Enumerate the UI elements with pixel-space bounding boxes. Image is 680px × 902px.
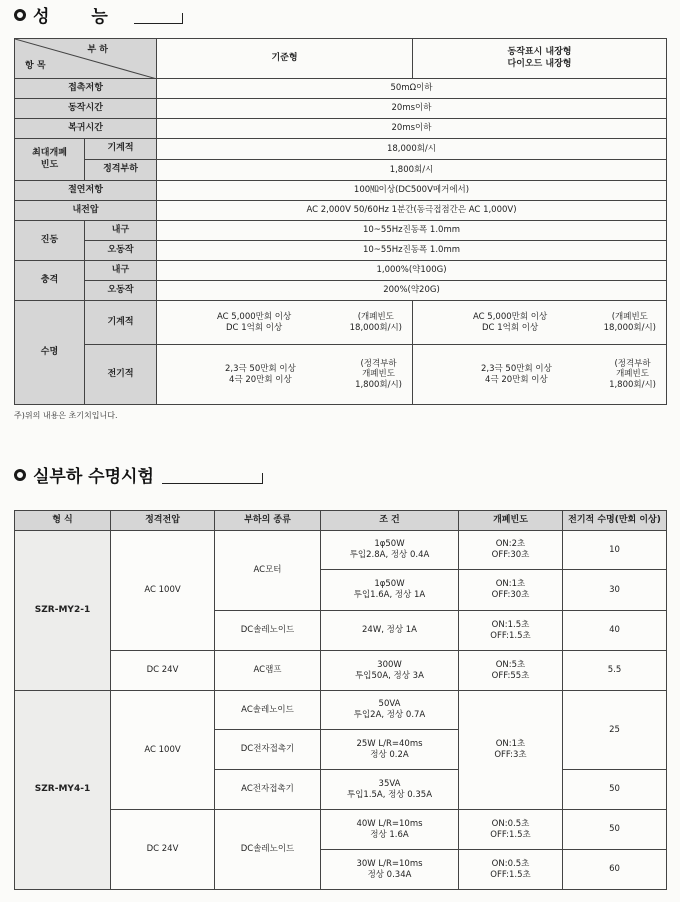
freq-cell: [459, 810, 563, 850]
condition-cell: [321, 810, 459, 850]
bullet-circle-icon: [14, 469, 26, 481]
freq-cell: [459, 691, 563, 810]
col-header-model: 형 식: [15, 511, 111, 531]
value-shock-malfunction: 200%(약20G): [157, 281, 667, 301]
load-cell: DC전자접촉기: [215, 730, 321, 770]
title-rule: [134, 13, 183, 24]
elec-right-1: (정격부하: [614, 358, 651, 369]
cond-line2: 투입50A, 정상 3A: [355, 670, 424, 681]
elec-right-1: (정격부하: [360, 358, 397, 369]
condition-cell: [321, 850, 459, 890]
freq-cell: [459, 651, 563, 691]
header-item-label: 항 목: [25, 60, 46, 71]
cond-line2: 정상 1.6A: [370, 829, 409, 840]
sublabel-life-mechanical: 기계적: [85, 301, 157, 345]
section-title-performance: [14, 2, 183, 27]
elec-right-3: 1,800회/시): [355, 379, 402, 390]
row-label-shock: 충격: [15, 261, 85, 301]
freq-cell: [459, 850, 563, 890]
load-cell: AC램프: [215, 651, 321, 691]
row-label-max-frequency: [15, 139, 85, 181]
value-life-mechanical-builtin: [413, 301, 667, 345]
cond-line2: 정상 0.2A: [370, 749, 409, 760]
row-label-life: 수명: [15, 301, 85, 405]
value-max-freq-mechanical: 18,000회/시: [157, 139, 667, 160]
freq-line1: ON:1초: [495, 579, 526, 590]
header-builtin-type: [413, 39, 667, 79]
cond-line1: 30W L/R=10ms: [356, 858, 423, 869]
value-shock-durability: 1,000%(약100G): [157, 261, 667, 281]
mech-right-1: (개폐빈도: [357, 311, 394, 322]
freq-line1: ON:2초: [495, 539, 526, 550]
load-cell: DC솔레노이드: [215, 810, 321, 890]
section-title-text: 성 능: [33, 7, 126, 27]
life-cell: 30: [563, 570, 667, 611]
sublabel-vibration-malfunction: 오동작: [85, 241, 157, 261]
value-life-electrical-builtin: [413, 345, 667, 405]
value-vibration-malfunction: 10~55Hz진동폭 1.0mm: [157, 241, 667, 261]
value-life-mechanical-standard: [157, 301, 413, 345]
voltage-cell: AC 100V: [111, 531, 215, 651]
mech-right-2: 18,000회/시): [349, 322, 402, 333]
value-withstand-voltage: AC 2,000V 50/60Hz 1분간(동극접점간은 AC 1,000V): [157, 201, 667, 221]
freq-line2: OFF:30초: [491, 550, 530, 560]
elec-left-2: 4극 20만회 이상: [229, 374, 292, 385]
sublabel-mechanical: 기계적: [85, 139, 157, 160]
table-row: [15, 651, 667, 691]
header-load-label: 부 하: [87, 45, 108, 55]
value-max-freq-rated: 1,800회/시: [157, 160, 667, 181]
freq-line1: ON:0.5초: [491, 858, 530, 869]
load-cell: AC모터: [215, 531, 321, 611]
cond-line1: 35VA: [378, 778, 401, 789]
cond-line2: 투입2A, 정상 0.7A: [353, 710, 426, 720]
footnote: 주)위의 내용은 초기치입니다.: [14, 411, 118, 420]
col-header-electrical-life: 전기적 수명(만회 이상): [563, 511, 667, 531]
voltage-cell: DC 24V: [111, 810, 215, 890]
value-insulation: 100㏁이상(DC500V메거에서): [157, 181, 667, 201]
freq-line2: OFF:1.5초: [490, 630, 531, 641]
freq-line1: ON:1초: [495, 739, 526, 750]
life-cell: 5.5: [563, 651, 667, 691]
cond-line2: 투입2.8A, 정상 0.4A: [349, 550, 430, 560]
life-cell: 50: [563, 810, 667, 850]
cond-line1: 1φ50W: [374, 539, 405, 550]
section-title-text: 실부하 수명시험: [33, 467, 154, 487]
table-row: [15, 810, 667, 850]
sublabel-life-electrical: 전기적: [85, 345, 157, 405]
elec-left-2: 4극 20만회 이상: [485, 374, 548, 385]
freq-line2: OFF:30초: [491, 590, 530, 600]
life-cell: 40: [563, 611, 667, 651]
row-label-contact-resistance: 접촉저항: [15, 79, 157, 99]
row-label-vibration: 진동: [15, 221, 85, 261]
col-header-condition: 조 건: [321, 511, 459, 531]
header-corner-cell: [15, 39, 157, 79]
model-cell: SZR-MY2-1: [15, 531, 111, 691]
freq-line2: OFF:1.5초: [490, 829, 531, 840]
max-freq-line1: 최대개폐: [32, 148, 67, 159]
freq-line1: ON:5초: [495, 659, 526, 670]
table-row: [15, 531, 667, 570]
cond-line2: 투입1.5A, 정상 0.35A: [346, 789, 433, 800]
row-label-operate-time: 동작시간: [15, 99, 157, 119]
value-contact-resistance: 50mΩ이하: [157, 79, 667, 99]
freq-cell: [459, 611, 563, 651]
value-operate-time: 20ms이하: [157, 99, 667, 119]
mech-left-1: AC 5,000만회 이상: [217, 311, 292, 322]
mech-right-2: 18,000회/시): [603, 322, 656, 333]
diagonal-line: [15, 39, 157, 79]
voltage-cell: AC 100V: [111, 691, 215, 810]
mech-left-1: AC 5,000만회 이상: [473, 311, 548, 322]
table-row: [15, 691, 667, 730]
load-cell: DC솔레노이드: [215, 611, 321, 651]
life-cell: 10: [563, 531, 667, 570]
freq-line1: ON:1.5초: [491, 619, 530, 630]
cond-line1: 1φ50W: [374, 579, 405, 590]
sublabel-rated-load: 정격부하: [85, 160, 157, 181]
section-title-load-life-test: [14, 462, 263, 487]
condition-cell: [321, 691, 459, 730]
cond-line2: 정상 0.34A: [367, 869, 412, 880]
condition-cell: [321, 651, 459, 691]
sublabel-vibration-durability: 내구: [85, 221, 157, 241]
freq-line1: ON:0.5초: [491, 818, 530, 829]
cond-line1: 50VA: [378, 699, 401, 710]
elec-right-2: 개폐빈도: [362, 369, 395, 380]
load-cell: AC전자접촉기: [215, 770, 321, 810]
condition-cell: [321, 570, 459, 611]
freq-line2: OFF:55초: [491, 670, 530, 681]
mech-left-2: DC 1억회 이상: [482, 322, 539, 333]
row-label-withstand-voltage: 내전압: [15, 201, 157, 221]
row-label-release-time: 복귀시간: [15, 119, 157, 139]
max-freq-line2: 빈도: [40, 159, 59, 170]
condition-cell: [321, 770, 459, 810]
freq-cell: [459, 570, 563, 611]
col-header-load-type: 부하의 종류: [215, 511, 321, 531]
elec-left-1: 2,3극 50만회 이상: [225, 363, 296, 374]
title-rule: [162, 473, 263, 484]
load-life-test-table: [14, 510, 667, 890]
freq-line2: OFF:3초: [494, 750, 527, 760]
life-cell: 60: [563, 850, 667, 890]
cond-line1: 300W: [377, 659, 402, 670]
col-header-rated-voltage: 정격전압: [111, 511, 215, 531]
cond-line2: 투입1.6A, 정상 1A: [353, 590, 426, 600]
bullet-circle-icon: [14, 9, 26, 21]
value-release-time: 20ms이하: [157, 119, 667, 139]
condition-cell: [321, 730, 459, 770]
freq-cell: [459, 531, 563, 570]
mech-right-1: (개폐빈도: [611, 311, 648, 322]
mech-left-2: DC 1억회 이상: [226, 322, 283, 333]
header-builtin-line2: 다이오드 내장형: [507, 58, 572, 69]
elec-left-1: 2,3극 50만회 이상: [481, 363, 552, 374]
elec-right-2: 개폐빈도: [616, 369, 649, 380]
value-life-electrical-standard: [157, 345, 413, 405]
sublabel-shock-durability: 내구: [85, 261, 157, 281]
cond-line1: 40W L/R=10ms: [356, 818, 423, 829]
freq-line2: OFF:1.5초: [490, 869, 531, 880]
condition-cell: 24W, 정상 1A: [321, 611, 459, 651]
header-builtin-line1: 동작표시 내장형: [507, 47, 572, 58]
sublabel-shock-malfunction: 오동작: [85, 281, 157, 301]
cond-line1: 25W L/R=40ms: [356, 738, 423, 749]
header-standard-type: 기준형: [157, 39, 413, 79]
model-cell: SZR-MY4-1: [15, 691, 111, 890]
life-cell: 25: [563, 691, 667, 770]
value-vibration-durability: 10~55Hz진동폭 1.0mm: [157, 221, 667, 241]
life-cell: 50: [563, 770, 667, 810]
condition-cell: [321, 531, 459, 570]
performance-table: [14, 38, 667, 405]
elec-right-3: 1,800회/시): [609, 379, 656, 390]
load-cell: AC솔레노이드: [215, 691, 321, 730]
col-header-switching-freq: 개폐빈도: [459, 511, 563, 531]
row-label-insulation: 절연저항: [15, 181, 157, 201]
voltage-cell: DC 24V: [111, 651, 215, 691]
